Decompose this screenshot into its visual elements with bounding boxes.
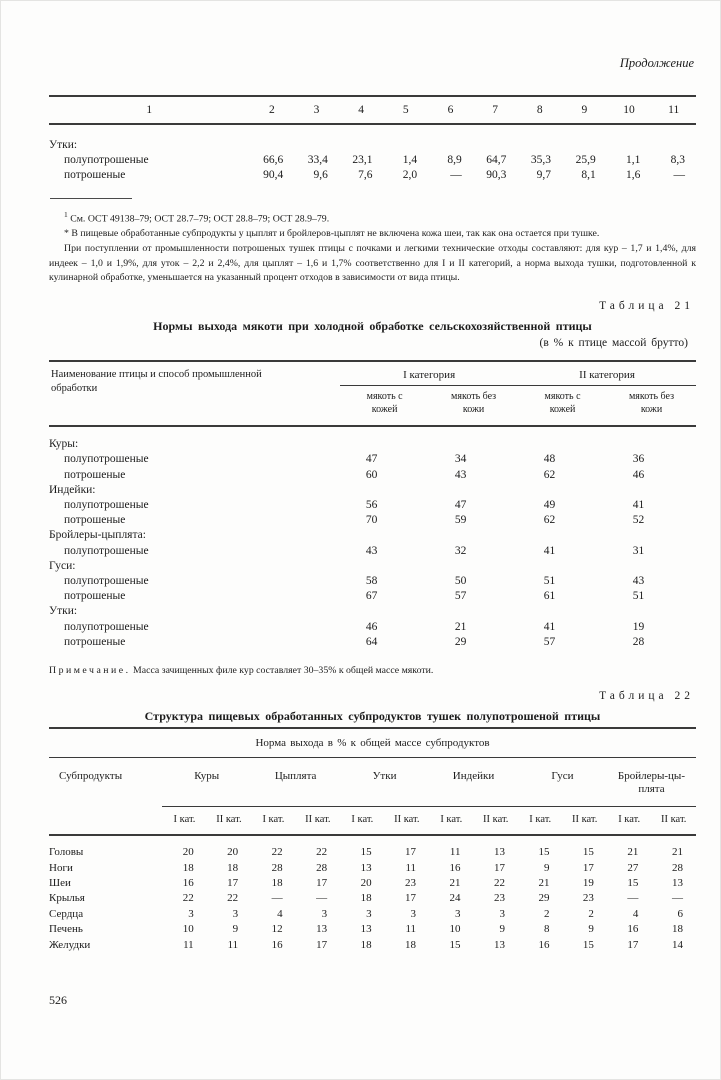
cell-value: 62 <box>543 468 556 481</box>
table22-name-column-header: Субпродукты <box>49 758 162 836</box>
row-label: Куры: <box>49 438 79 451</box>
table21-category1-header: I категория <box>340 361 518 386</box>
cell-value: 22 <box>227 892 239 905</box>
row-label: потрошеные <box>64 468 126 481</box>
cell-value: 18 <box>227 861 239 874</box>
cell-value: 15 <box>449 938 461 951</box>
cell-value: 6 <box>677 907 683 920</box>
column-header: 5 <box>383 96 428 124</box>
cell-value: 1,1 <box>625 154 641 166</box>
cell-value: 61 <box>543 590 556 603</box>
table21-subcolumn-header: мякоть с кожей <box>340 386 429 427</box>
cell-value <box>607 426 696 452</box>
cell-value <box>518 426 607 452</box>
cell-value: 20 <box>360 876 372 889</box>
cell-value: 52 <box>632 514 645 527</box>
cell-value: 43 <box>454 468 467 481</box>
row-label: Индейки: <box>49 483 96 496</box>
cell-value: 17 <box>227 876 239 889</box>
cell-value <box>340 426 429 452</box>
cell-value: 64,7 <box>486 154 507 166</box>
footnote-1-text: См. ОСТ 49138–79; ОСТ 28.7–79; ОСТ 28.8–79; ОСТ 28.9–79. <box>70 213 330 225</box>
table22-cat-header: II кат. <box>651 807 696 836</box>
cell-value: 19 <box>632 620 645 633</box>
cell-value: 17 <box>405 892 417 905</box>
cell-value: 13 <box>493 846 505 859</box>
table-row <box>49 468 696 483</box>
row-label: полупотрошеные <box>64 499 149 512</box>
cell-value: 8 <box>543 923 550 936</box>
cell-value: 3 <box>366 907 372 920</box>
cell-value <box>651 124 696 153</box>
cell-value: 2,0 <box>402 169 418 181</box>
cell-value <box>340 483 429 498</box>
cell-value: 11 <box>405 861 417 874</box>
row-label: Крылья <box>49 892 85 905</box>
cell-value: 21 <box>672 846 683 859</box>
cell-value: — <box>673 169 685 181</box>
cell-value: 51 <box>632 590 645 603</box>
cell-value: 14 <box>672 938 683 951</box>
cell-value: 4 <box>277 907 283 920</box>
row-label: потрошеные <box>64 514 126 527</box>
cell-value: 17 <box>405 846 417 859</box>
cell-value: 3 <box>410 907 417 920</box>
row-label: Бройлеры-цыплята: <box>49 529 146 542</box>
footnote-divider <box>50 198 132 199</box>
cell-value: 33,4 <box>307 154 328 166</box>
cell-value: 13 <box>360 923 372 936</box>
table21-body <box>49 426 696 650</box>
cell-value: 28 <box>271 861 283 874</box>
cell-value: 62 <box>543 514 556 527</box>
column-header: 7 <box>473 96 518 124</box>
table-row <box>49 604 696 619</box>
table21-note-label: Примечание. <box>49 665 131 677</box>
table22-bird-header: Индейки <box>429 758 518 807</box>
cell-value: 28 <box>672 861 683 874</box>
cell-value: 28 <box>316 861 328 874</box>
cell-value: 18 <box>672 923 683 936</box>
column-header: 6 <box>428 96 473 124</box>
table22-cat-header: II кат. <box>562 807 606 836</box>
cell-value: 23 <box>493 892 505 905</box>
cell-value: 9 <box>232 923 239 936</box>
row-label: полупотрошеные <box>64 453 149 466</box>
column-header: 9 <box>562 96 607 124</box>
column-header: 4 <box>339 96 384 124</box>
cell-value: 19 <box>582 876 594 889</box>
table21-note <box>49 665 696 676</box>
column-header: 11 <box>651 96 696 124</box>
footnote-3: При поступлении от промышленности потрошеных тушек птицы с почками и легкими технические отходы составляют: для кур – 1,7 и 1,4%, для индеек – 1,0 и 1,9%, для уток – 2,2 и 2,4%, для цыплят – 1,6 и 1,7% соответственно для I и II категорий, а норма выхода тушки, подготовленной к кулинарной обработке, уменьшается на указанный процент отходов в зависимости от вида птицы. <box>49 242 696 284</box>
cell-value: 60 <box>365 468 378 481</box>
cell-value: — <box>627 892 639 905</box>
table21-note-text: Масса зачищенных филе кур составляет 30–35% к общей массе мякоти. <box>133 665 434 677</box>
column-header: 10 <box>607 96 652 124</box>
cell-value: 12 <box>271 923 283 936</box>
table21-name-column-header: Наименование птицы и способ промышленной обработки <box>49 361 340 426</box>
cell-value: 21 <box>454 620 467 633</box>
cell-value <box>429 426 518 452</box>
cell-value: 50 <box>454 575 467 588</box>
cell-value: 17 <box>493 861 505 874</box>
row-label: Гуси: <box>49 559 76 572</box>
table-row <box>49 426 696 452</box>
cell-value: 90,3 <box>486 169 507 181</box>
cell-value: 18 <box>271 876 283 889</box>
cell-value: 13 <box>493 938 505 951</box>
row-label: Шеи <box>49 876 71 889</box>
cell-value: 9 <box>499 923 505 936</box>
cell-value: 31 <box>632 544 645 557</box>
table-row <box>49 153 696 168</box>
cell-value: 7,6 <box>358 169 373 181</box>
row-label: потрошеные <box>64 635 126 648</box>
continuation-table <box>49 95 696 183</box>
cell-value: 46 <box>365 620 378 633</box>
table22 <box>49 727 696 953</box>
cell-value: 16 <box>182 876 194 889</box>
cell-value: 8,9 <box>447 154 462 166</box>
cell-value: 34 <box>454 453 467 466</box>
table22-cat-header: II кат. <box>207 807 251 836</box>
cell-value: 10 <box>182 923 194 936</box>
cell-value: 15 <box>627 876 639 889</box>
cell-value: 29 <box>454 635 467 648</box>
table-row <box>49 635 696 650</box>
row-label: Головы <box>49 846 84 859</box>
table-row <box>49 124 696 153</box>
cell-value: 49 <box>543 499 556 512</box>
table22-cat-header: II кат. <box>385 807 429 836</box>
cell-value: 2 <box>543 907 550 920</box>
table-row <box>49 452 696 467</box>
row-label: Утки: <box>49 139 78 151</box>
row-label: Ноги <box>49 861 73 874</box>
cell-value <box>428 124 473 153</box>
cell-value: 48 <box>543 453 556 466</box>
column-header: 8 <box>517 96 562 124</box>
cell-value <box>562 124 607 153</box>
cell-value: — <box>672 892 683 905</box>
table21-category2-header: II категория <box>518 361 696 386</box>
table-row <box>49 498 696 513</box>
column-header: 1 <box>49 96 250 124</box>
table22-bird-header: Гуси <box>518 758 607 807</box>
cell-value: 70 <box>365 514 378 527</box>
cell-value: 11 <box>183 938 194 951</box>
cell-value: 4 <box>632 907 639 920</box>
table22-bird-header: Бройлеры-цыплята <box>607 758 696 807</box>
cell-value: 3 <box>499 907 505 920</box>
table-row <box>49 922 696 937</box>
cell-value: 16 <box>538 938 550 951</box>
cell-value: — <box>316 892 328 905</box>
table22-span-header: Норма выхода в % к общей массе субпродуктов <box>49 728 696 758</box>
cell-value: 22 <box>316 846 328 859</box>
cell-value: 16 <box>627 923 639 936</box>
table22-cat-header: I кат. <box>340 807 384 836</box>
cell-value: 13 <box>316 923 328 936</box>
cell-value: 41 <box>543 620 556 633</box>
continuation-table-header <box>49 96 696 124</box>
cell-value: 3 <box>455 907 461 920</box>
cell-value <box>607 124 652 153</box>
table22-title: Структура пищевых обработанных субпродуктов тушек полупотрошеной птицы <box>144 709 601 724</box>
cell-value <box>607 559 696 574</box>
cell-value: 15 <box>360 846 372 859</box>
cell-value: 23 <box>582 892 594 905</box>
cell-value <box>607 483 696 498</box>
cell-value: 64 <box>365 635 378 648</box>
cell-value: 59 <box>454 514 467 527</box>
cell-value: 47 <box>454 499 467 512</box>
cell-value: 43 <box>632 575 645 588</box>
cell-value <box>340 528 429 543</box>
cell-value: 41 <box>543 544 556 557</box>
cell-value: 1,4 <box>402 154 418 166</box>
cell-value: 21 <box>538 876 550 889</box>
table22-cat-header: I кат. <box>429 807 473 836</box>
table21-subcolumn-header: мякоть без кожи <box>607 386 696 427</box>
footnote-1-marker: 1 <box>64 210 68 219</box>
cell-value <box>518 483 607 498</box>
cell-value: 17 <box>316 938 328 951</box>
cell-value: 9,6 <box>313 169 328 181</box>
footnote-2-marker: * <box>64 228 69 240</box>
column-header: 2 <box>250 96 295 124</box>
table-row <box>49 835 696 860</box>
cell-value: 18 <box>405 938 417 951</box>
row-label: Сердца <box>49 907 84 920</box>
cell-value: 23,1 <box>352 154 373 166</box>
table-row <box>49 513 696 528</box>
table-row <box>49 168 696 183</box>
cell-value <box>607 528 696 543</box>
table22-cat-header: II кат. <box>474 807 518 836</box>
cell-value <box>518 604 607 619</box>
cell-value: 15 <box>582 938 594 951</box>
cell-value: 57 <box>454 590 467 603</box>
row-label: полупотрошеные <box>64 620 149 633</box>
table-row <box>49 528 696 543</box>
table21-label: Таблица 21 <box>599 300 694 313</box>
cell-value: 18 <box>182 861 194 874</box>
cell-value <box>383 124 428 153</box>
row-label: потрошеные <box>64 590 126 603</box>
cell-value: 67 <box>365 590 378 603</box>
cell-value: 43 <box>365 544 378 557</box>
cell-value: 13 <box>672 876 683 889</box>
cell-value: 3 <box>232 907 239 920</box>
table-row <box>49 876 696 891</box>
column-header: 3 <box>294 96 339 124</box>
table-row <box>49 938 696 953</box>
table21-subcolumn-header: мякоть с кожей <box>518 386 607 427</box>
cell-value: — <box>450 169 462 181</box>
cell-value: 1,6 <box>625 169 641 181</box>
cell-value: 56 <box>365 499 378 512</box>
cell-value: 21 <box>449 876 461 889</box>
page-number: 526 <box>49 993 67 1007</box>
cell-value: 35,3 <box>530 154 552 166</box>
row-label: Желудки <box>49 938 91 951</box>
cell-value: — <box>271 892 283 905</box>
cell-value <box>473 124 518 153</box>
cell-value: 28 <box>632 635 645 648</box>
cell-value <box>517 124 562 153</box>
cell-value: 23 <box>405 876 417 889</box>
cell-value <box>429 528 518 543</box>
table-row <box>49 574 696 589</box>
table22-cat-header: II кат. <box>296 807 340 836</box>
cell-value: 9 <box>588 923 594 936</box>
row-label: Утки: <box>49 605 78 618</box>
cell-value: 22 <box>182 892 194 905</box>
cell-value: 36 <box>632 453 645 466</box>
cell-value: 17 <box>627 938 639 951</box>
table22-label: Таблица 22 <box>599 690 694 703</box>
cell-value <box>607 604 696 619</box>
table22-bird-header: Цыплята <box>251 758 340 807</box>
cell-value <box>250 124 295 153</box>
cell-value: 29 <box>538 892 550 905</box>
cell-value: 8,3 <box>670 154 685 166</box>
cell-value: 22 <box>271 846 283 859</box>
cell-value: 46 <box>632 468 645 481</box>
cell-value: 41 <box>632 499 645 512</box>
table-row <box>49 861 696 876</box>
cell-value <box>340 604 429 619</box>
table-row <box>49 620 696 635</box>
cell-value: 2 <box>588 907 594 920</box>
cell-value: 18 <box>360 938 372 951</box>
cell-value: 17 <box>582 861 594 874</box>
cell-value: 47 <box>365 453 378 466</box>
cell-value: 20 <box>227 846 239 859</box>
footnote-2 <box>49 227 696 242</box>
cell-value <box>294 124 339 153</box>
table22-cat-header: I кат. <box>251 807 295 836</box>
footnote-2-text: В пищевые обработанные субпродукты у цыплят и бройлеров-цыплят не включена кожа шеи, так как она остается при тушке. <box>71 228 600 240</box>
cell-value: 16 <box>271 938 283 951</box>
cell-value: 58 <box>365 575 378 588</box>
cell-value: 25,9 <box>575 154 596 166</box>
cell-value: 32 <box>454 544 467 557</box>
cell-value: 9,7 <box>536 169 552 181</box>
cell-value <box>429 483 518 498</box>
cell-value: 13 <box>360 861 372 874</box>
cell-value: 18 <box>360 892 372 905</box>
cell-value: 11 <box>227 938 239 951</box>
table22-cat-header: I кат. <box>518 807 562 836</box>
cell-value: 3 <box>188 907 194 920</box>
cell-value: 11 <box>405 923 417 936</box>
table22-body <box>49 835 696 953</box>
row-label: полупотрошеные <box>64 575 149 588</box>
row-label: полупотрошеные <box>64 544 149 557</box>
cell-value <box>518 528 607 543</box>
cell-value: 57 <box>543 635 556 648</box>
cell-value <box>339 124 384 153</box>
table-row <box>49 559 696 574</box>
cell-value: 8,1 <box>581 169 596 181</box>
table22-cat-header: I кат. <box>607 807 651 836</box>
cell-value: 90,4 <box>263 169 284 181</box>
row-label: полупотрошеные <box>64 154 149 166</box>
cell-value <box>429 604 518 619</box>
table21-subtitle: (в % к птице массой брутто) <box>539 337 688 350</box>
cell-value: 22 <box>493 876 505 889</box>
table-row <box>49 589 696 604</box>
table22-bird-header: Куры <box>162 758 251 807</box>
table-row <box>49 544 696 559</box>
cell-value: 20 <box>182 846 194 859</box>
cell-value: 15 <box>538 846 550 859</box>
table-row <box>49 891 696 906</box>
continuation-table-body <box>49 124 696 183</box>
table22-header <box>49 728 696 835</box>
cell-value <box>429 559 518 574</box>
cell-value: 16 <box>449 861 461 874</box>
cell-value: 15 <box>582 846 594 859</box>
cell-value: 10 <box>449 923 461 936</box>
cell-value: 21 <box>627 846 639 859</box>
table21-subcolumn-header: мякоть без кожи <box>429 386 518 427</box>
table22-bird-header: Утки <box>340 758 429 807</box>
cell-value: 17 <box>316 876 328 889</box>
cell-value: 51 <box>543 575 556 588</box>
table21-header <box>49 361 696 426</box>
cell-value: 9 <box>543 861 550 874</box>
footnotes <box>49 208 696 286</box>
cell-value: 66,6 <box>263 154 284 166</box>
cell-value: 24 <box>449 892 461 905</box>
cell-value: 11 <box>449 846 461 859</box>
table-row <box>49 483 696 498</box>
cell-value <box>340 559 429 574</box>
table22-cat-header: I кат. <box>162 807 206 836</box>
cell-value: 3 <box>321 907 328 920</box>
table21-title: Нормы выхода мякоти при холодной обработке сельскохозяйственной птицы <box>153 319 592 334</box>
continuation-label: Продолжение <box>619 56 694 70</box>
footnote-1 <box>49 208 696 227</box>
table21 <box>49 360 696 650</box>
cell-value: 27 <box>627 861 639 874</box>
row-label: Печень <box>49 923 83 936</box>
table-row <box>49 907 696 922</box>
row-label: потрошеные <box>64 169 126 181</box>
cell-value <box>518 559 607 574</box>
